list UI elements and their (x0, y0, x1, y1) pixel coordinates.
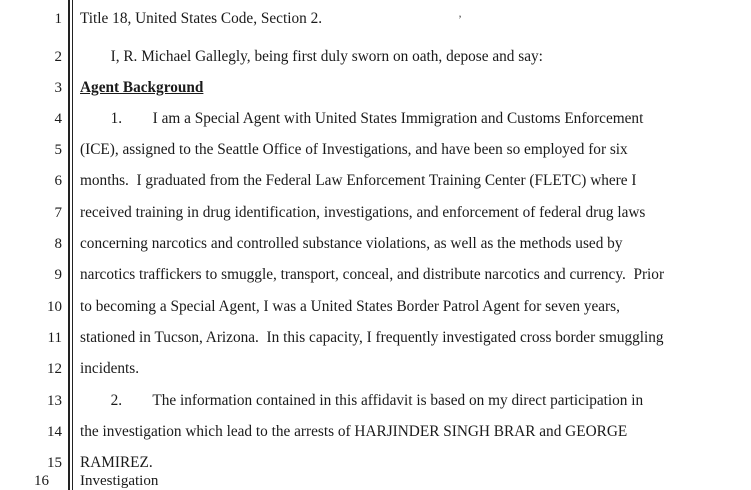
line-number: 7 (54, 205, 62, 221)
body-line: (ICE), assigned to the Seattle Office of Investigations, and have been so employed for six (80, 141, 628, 158)
line-number: 14 (47, 424, 62, 440)
line-number: 16 (34, 473, 49, 489)
line-number: 2 (54, 49, 62, 65)
body-line: narcotics traffickers to smuggle, transport, conceal, and distribute narcotics and currency. Prior (80, 266, 665, 283)
margin-rule (72, 0, 73, 490)
body-line: 2. The information contained in this affidavit is based on my direct participation in (80, 392, 644, 409)
line-number: 9 (54, 267, 62, 283)
body-line: RAMIREZ. (80, 454, 153, 471)
line-number: 11 (47, 330, 62, 346)
line-number: 13 (47, 393, 62, 409)
body-line: Title 18, United States Code, Section 2. (80, 10, 323, 27)
body-line: months. I graduated from the Federal Law Enforcement Training Center (FLETC) where I (80, 172, 637, 189)
line-number: 3 (54, 80, 62, 96)
line-number: 5 (54, 142, 62, 158)
body-line: incidents. (80, 360, 140, 377)
section-heading: Agent Background (80, 79, 204, 96)
line-number: 10 (47, 299, 62, 315)
scan-speck: ’ (458, 12, 462, 26)
line-number: 6 (54, 173, 62, 189)
body-line: the investigation which lead to the arrests of HARJINDER SINGH BRAR and GEORGE (80, 423, 628, 440)
line-number: 1 (54, 11, 62, 27)
body-line: received training in drug identification, investigations, and enforcement of federal drug laws (80, 204, 646, 221)
body-line: Investigation (80, 473, 159, 489)
cropped-next-line (0, 473, 751, 490)
line-number: 12 (47, 361, 62, 377)
line-number: 4 (54, 111, 62, 127)
body-line: I, R. Michael Gallegly, being first duly sworn on oath, depose and say: (80, 48, 543, 65)
body-line: to becoming a Special Agent, I was a United States Border Patrol Agent for seven years, (80, 298, 620, 315)
line-number-column (0, 0, 62, 490)
margin-rule (68, 0, 70, 490)
line-number: 8 (54, 236, 62, 252)
body-line: stationed in Tucson, Arizona. In this capacity, I frequently investigated cross border smuggling (80, 329, 664, 346)
body-line: 1. I am a Special Agent with United States Immigration and Customs Enforcement (80, 110, 644, 127)
body-line: concerning narcotics and controlled substance violations, as well as the methods used by (80, 235, 623, 252)
line-number: 15 (47, 455, 62, 471)
